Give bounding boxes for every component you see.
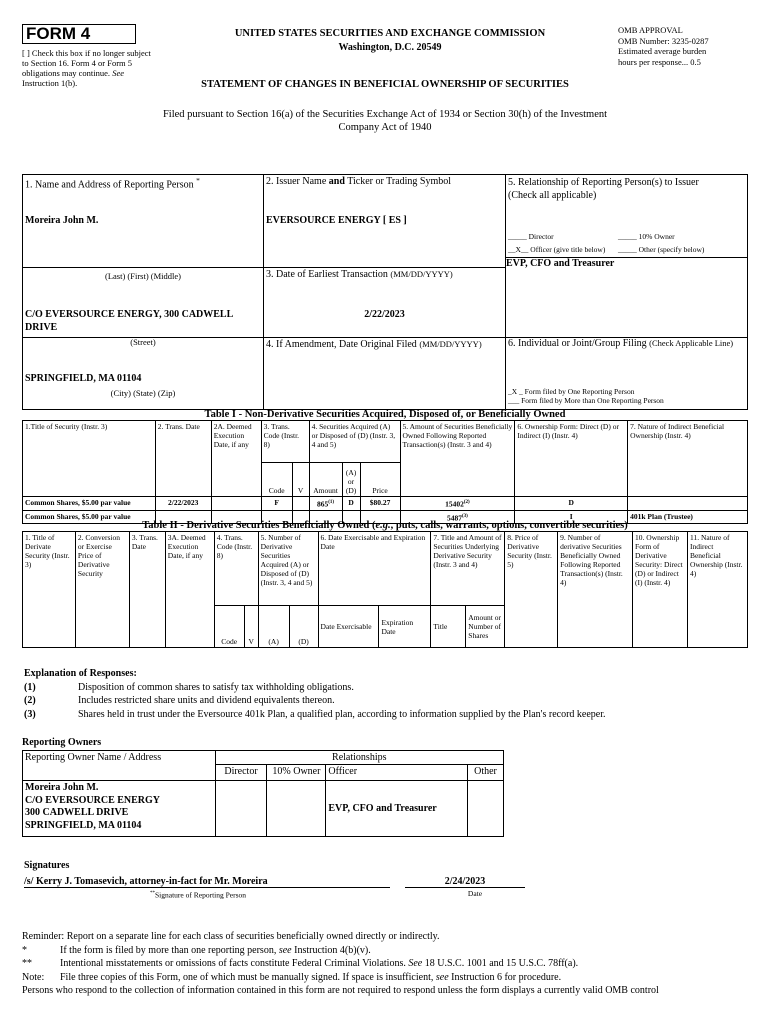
t2-h-expiration: Expiration Date: [379, 606, 431, 648]
t1-r0-price: $80.27: [360, 497, 400, 511]
box-earliest-transaction: 3. Date of Earliest Transaction (MM/DD/YYYY) 2/22/2023: [263, 268, 506, 338]
box-filing-type: 6. Individual or Joint/Group Filing (Check Applicable Line) _X _ Form filed by One Reporting Person ___ Form filed by More than One Reporting Person: [505, 338, 748, 410]
signature-date: 2/24/2023: [405, 876, 525, 888]
t1-r0-owned-cell: [400, 497, 515, 511]
box-issuer-name: 2. Issuer Name and Ticker or Trading Symbol EVERSOURCE ENERGY [ ES ]: [263, 174, 506, 268]
t1-h-trans-date: 2. Trans. Date: [155, 421, 211, 497]
t2-h-conversion: 2. Conversion or Exercise Price of Derivative Security: [75, 532, 129, 648]
issuer-name-value: EVERSOURCE ENERGY [ ES ]: [266, 215, 407, 226]
table2: [22, 531, 748, 648]
t2-h-number-owned: 9. Number of derivative Securities Beneficially Owned Following Reported Transaction(s) (Instr. 4): [558, 532, 633, 648]
reporting-address: C/O EVERSOURCE ENERGY, 300 CADWELL DRIVE: [25, 309, 233, 333]
t2-h-number: 5. Number of Derivative Securities Acquired (A) or Disposed of (D) (Instr. 3, 4 and 5): [258, 532, 318, 606]
box-reporting-person-address: [22, 268, 264, 338]
t1-r0-code: F: [261, 497, 292, 511]
box1-label: 1. Name and Address of Reporting Person: [25, 179, 194, 191]
city-caption: (City) (State) (Zip): [110, 388, 176, 398]
statement-title: STATEMENT OF CHANGES IN BENEFICIAL OWNERSHIP OF SECURITIES: [201, 79, 569, 90]
agency-location: Washington, D.C. 20549: [338, 42, 442, 53]
footnote-3: (3) Shares held in trust under the Eversource 401k Plan, a qualified plan, according to information supplied by the Plan's record keeper.: [24, 708, 606, 720]
t1-h-price: Price: [360, 463, 400, 497]
filing-one-person[interactable]: _X _ Form filed by One Reporting Person: [508, 387, 635, 396]
t1-r0-owned: 15402: [445, 499, 464, 509]
table1: [22, 420, 748, 524]
t2-h-nature: 11. Nature of Indirect Beneficial Ownership (Instr. 4): [687, 532, 747, 648]
owners-col-10: 10% Owner: [267, 765, 326, 781]
t1-r0-owned-note[interactable]: (2): [463, 500, 470, 505]
t1-r0-deemed: [211, 497, 261, 511]
t1-r0-title: Common Shares, $5.00 par value: [23, 497, 156, 511]
owner-officer: EVP, CFO and Treasurer: [326, 781, 468, 837]
owners-col-director: Director: [215, 765, 267, 781]
t2-h-ownership-form: 10. Ownership Form of Derivative Security: Direct (D) or Indirect (I) (Instr. 4): [633, 532, 688, 648]
t1-r0-amount-cell: [309, 497, 342, 511]
no-longer-subject-note: [ ] Check this box if no longer subject to Section 16. Form 4 or Form 5 obligations may continue. See Instruction 1(b).: [22, 48, 151, 88]
t2-h-price: 8. Price of Derivative Security (Instr. 5): [505, 532, 558, 648]
owners-col-rel: Relationships: [215, 751, 503, 765]
table-row: [23, 781, 504, 837]
t2-h-date-exercisable: Date Exercisable: [318, 606, 379, 648]
other-check[interactable]: _____ Other (specify below): [618, 245, 705, 254]
reporting-city: SPRINGFIELD, MA 01104: [25, 373, 142, 384]
t1-h-v: V: [292, 463, 309, 497]
t1-r1-owned-note[interactable]: (3): [461, 513, 468, 519]
t1-r0-amount-note[interactable]: (1): [328, 500, 335, 505]
owner-name-address: Moreira John M. C/O EVERSOURCE ENERGY 300 CADWELL DRIVE SPRINGFIELD, MA 01104: [23, 781, 216, 837]
owners-col-officer: Officer: [326, 765, 468, 781]
form-title: FORM 4: [22, 24, 136, 44]
t2-h-trans-date: 3. Trans. Date: [129, 532, 165, 648]
t2-h-code-sub: Code: [214, 606, 244, 648]
agency-name: UNITED STATES SECURITIES AND EXCHANGE COMMISSION: [234, 28, 546, 39]
t1-r0-form: D: [515, 497, 628, 511]
t2-h-deemed: 3A. Deemed Execution Date, if any: [165, 532, 214, 648]
reporting-person-name: Moreira John M.: [25, 215, 99, 226]
officer-check[interactable]: __X__ Officer (give title below): [508, 245, 606, 254]
omb-hours: hours per response... 0.5: [618, 56, 701, 67]
t1-r0-aord: D: [342, 497, 360, 511]
t1-r0-v: [292, 497, 309, 511]
box-relationship: [505, 174, 748, 338]
earliest-transaction-date: 2/22/2023: [364, 309, 405, 320]
owners-heading: Reporting Owners: [22, 737, 102, 748]
t1-r1-nature: 401k Plan (Trustee): [628, 510, 748, 524]
explanation-section: [24, 667, 744, 721]
t1-h-deemed: 2A. Deemed Execution Date, if any: [211, 421, 261, 497]
name-caption: (Last) (First) (Middle): [104, 271, 181, 281]
officer-title: EVP, CFO and Treasurer: [506, 257, 747, 269]
t1-h-ownership-form: 6. Ownership Form: Direct (D) or Indirect (I) (Instr. 4): [515, 421, 628, 497]
t1-h-code-sub: Code: [261, 463, 292, 497]
box5-label2: (Check all applicable): [508, 190, 597, 201]
street-caption: (Street): [130, 337, 156, 347]
t2-h-underlying: 7. Title and Amount of Securities Underlying Derivative Security (Instr. 3 and 4): [431, 532, 505, 606]
t1-h-securities: 4. Securities Acquired (A) or Disposed of (D) (Instr. 3, 4 and 5): [309, 421, 400, 463]
persons-notice: Persons who respond to the collection of information contained in this form are not required to respond unless the form displays a currently valid OMB control: [22, 985, 659, 996]
table2-title: Table II - Derivative Securities Beneficially Owned (e.g., puts, calls, warrants, options, convertible securities): [142, 520, 628, 531]
box-amendment-date: 4. If Amendment, Date Original Filed (MM/DD/YYYY): [263, 338, 506, 410]
footer-star2: ** Intentional misstatements or omissions of facts constitute Federal Criminal Violations. See 18 U.S.C. 1001 and 15 U.S.C. 78ff(a).: [22, 958, 579, 969]
table-row: [23, 497, 748, 511]
explanation-heading: Explanation of Responses:: [24, 668, 137, 679]
t1-r0-nature: [628, 497, 748, 511]
owner-10: [267, 781, 326, 837]
ten-pct-owner-check[interactable]: _____ 10% Owner: [618, 232, 675, 241]
owners-table: [22, 750, 504, 837]
box-reporting-person-name: [22, 174, 264, 281]
omb-approval-box: [618, 25, 758, 67]
t1-h-amount-owned: 5. Amount of Securities Beneficially Owned Following Reported Transaction(s) (Instr. 3 and 4): [400, 421, 515, 497]
t1-r1-owned: 5487: [446, 513, 462, 522]
t1-r1-title: Common Shares, $5.00 par value: [23, 510, 156, 524]
t2-h-d: (D): [289, 606, 318, 648]
footer-star1: * If the form is filed by more than one reporting person, see Instruction 4(b)(v).: [22, 944, 371, 956]
owners-col-name: Reporting Owner Name / Address: [23, 751, 216, 781]
t2-h-a: (A): [258, 606, 289, 648]
filed-pursuant-text: Filed pursuant to Section 16(a) of the Securities Exchange Act of 1934 or Section 30(h) of the Investment Company Act of 1940: [162, 109, 608, 133]
table1-title: Table I - Non-Derivative Securities Acquired, Disposed of, or Beneficially Owned: [204, 409, 566, 420]
t1-h-amount: Amount: [309, 463, 342, 497]
signer: /s/ Kerry J. Tomasevich, attorney-in-fact for Mr. Moreira: [24, 876, 390, 888]
date-caption: Date: [467, 889, 483, 898]
t2-h-code: 4. Trans. Code (Instr. 8): [214, 532, 258, 606]
t1-h-code: 3. Trans. Code (Instr. 8): [261, 421, 309, 463]
t2-h-v: V: [244, 606, 258, 648]
t1-h-aord: (A) or (D): [342, 463, 360, 497]
t1-h-nature: 7. Nature of Indirect Beneficial Ownership (Instr. 4): [628, 421, 748, 497]
t2-h-underlying-amount: Amount or Number of Shares: [466, 606, 505, 648]
signer-mark: **: [150, 891, 155, 896]
t2-h-title: 1. Title of Derivate Security (Instr. 3): [23, 532, 76, 648]
filing-multiple-persons[interactable]: ___ Form filed by More than One Reporting Person: [508, 396, 664, 405]
box5-label: 5. Relationship of Reporting Person(s) to Issuer: [508, 177, 699, 188]
omb-number: OMB Number: 3235-0287: [618, 35, 709, 46]
signer-caption-box: [150, 889, 246, 900]
footer-note: Note: File three copies of this Form, one of which must be manually signed. If space is insufficient, see Instruction 6 for procedure.: [22, 971, 562, 983]
t1-h-title: 1.Title of Security (Instr. 3): [23, 421, 156, 497]
footer: [22, 930, 762, 998]
box-reporting-person-city: [22, 338, 264, 410]
t2-h-date-ex: 6. Date Exercisable and Expiration Date: [318, 532, 431, 606]
t1-r0-date: 2/22/2023: [155, 497, 211, 511]
owners-col-other: Other: [468, 765, 504, 781]
t2-h-underlying-title: Title: [431, 606, 466, 648]
signatures-heading: Signatures: [24, 860, 70, 871]
t1-r0-amount: 865: [317, 499, 329, 509]
owner-director: [215, 781, 267, 837]
omb-approval: OMB APPROVAL: [618, 25, 683, 35]
t1-r1-form: I: [515, 510, 628, 524]
footnote-1: (1) Disposition of common shares to satisfy tax withholding obligations.: [24, 681, 354, 693]
owner-other: [468, 781, 504, 837]
box1-label-mark: *: [196, 176, 200, 185]
footnote-2: (2) Includes restricted share units and dividend equivalents thereon.: [24, 695, 335, 706]
omb-burden: Estimated average burden: [618, 46, 707, 56]
signer-caption: Signature of Reporting Person: [155, 890, 247, 900]
director-check[interactable]: _____ Director: [508, 232, 554, 241]
reminder: Reminder: Report on a separate line for each class of securities beneficially owned directly or indirectly.: [22, 931, 440, 942]
